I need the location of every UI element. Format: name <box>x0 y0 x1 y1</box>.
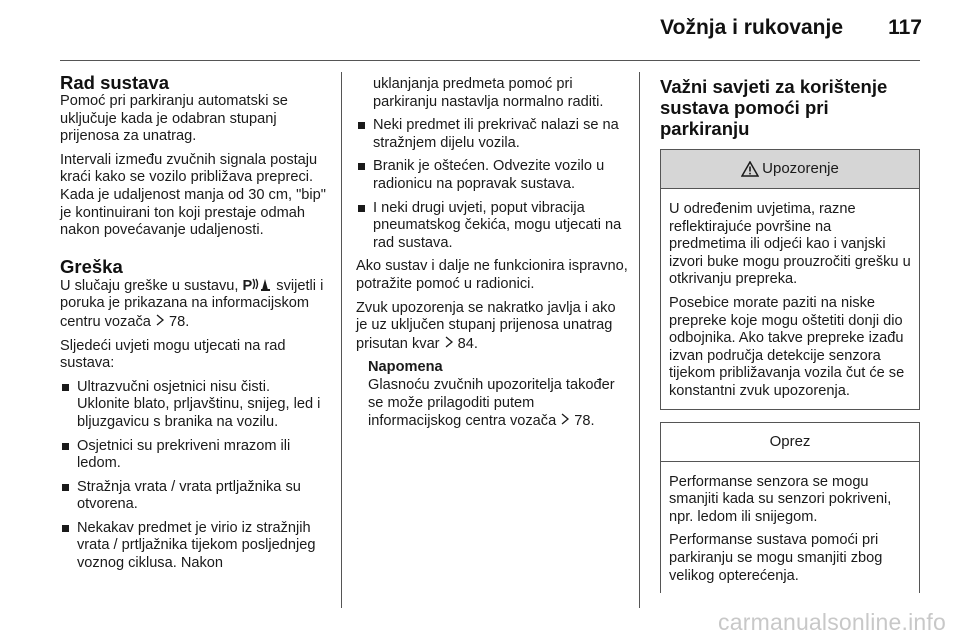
column-divider-1 <box>341 72 342 608</box>
warning-title: Upozorenje <box>762 160 839 178</box>
list-item: Neki predmet ili prekrivač nalazi se na stražnjem dijelu vozila. <box>356 117 628 152</box>
page-number: 117 <box>888 16 922 39</box>
triangle-reference-icon <box>155 313 165 327</box>
conditions-list-continued <box>356 117 628 252</box>
column-3 <box>660 76 920 593</box>
page-header-title: Vožnja i rukovanje <box>660 16 843 39</box>
page-reference[interactable]: 78. <box>574 413 595 430</box>
page-reference[interactable]: 78. <box>168 313 190 330</box>
page-header <box>0 0 960 58</box>
bullet-icon <box>62 384 69 391</box>
caution-box-header <box>661 423 919 462</box>
list-item-continuation: uklanjanja predmeta pomoć pri parkiranju nastavlja normalno raditi. <box>373 76 604 110</box>
paragraph-warning-sound: Zvuk upozorenja se nakratko javlja i ako je uz uključen stupanj prijenosa unatrag prisutan kvar 84. <box>356 299 616 352</box>
section-title-vazni-savjeti: Važni savjeti za korištenje sustava pomoći pri parkiranju <box>660 76 888 139</box>
note-text: Glasnoću zvučnih upozoritelja također se može prilagoditi putem informacijskog centra vozača 78. <box>368 376 615 430</box>
caution-title: Oprez <box>769 432 811 450</box>
caution-paragraph: Performanse senzora se mogu smanjiti kada su senzori pokriveni, npr. ledom ili snijegom. <box>669 473 892 525</box>
warning-paragraph: U određenim uvjetima, razne reflektirajuće površine na predmetima ili odjeći kao i vanjski izvori buke mogu prouzročiti grešku u otkrivanju prepreka. <box>669 201 911 288</box>
bullet-icon <box>62 443 69 450</box>
caution-box-body <box>661 462 919 594</box>
caution-box <box>660 422 920 594</box>
bullet-icon <box>358 163 365 170</box>
conditions-list <box>60 379 326 573</box>
list-item: I neki drugi uvjeti, poput vibracija pneumatskog čekića, mogu utjecati na rad sustava. <box>356 200 628 253</box>
park-assist-symbol: P <box>242 277 253 294</box>
paragraph: Intervali između zvučnih signala postaju kraći kako se vozilo približava prepreci. Kada je udaljenost manja od 30 cm, "bip" je kontinuirani ton koji prestaje odmah nakon povećavanje udaljenosti. <box>60 151 326 239</box>
caution-paragraph: Performanse sustava pomoći pri parkiranju se mogu smanjiti zbog velikog opterećenja. <box>669 532 883 584</box>
bullet-icon <box>62 525 69 532</box>
list-item: Nekakav predmet je virio iz stražnjih vrata / prtljažnika tijekom posljednjeg voznog ciklusa. Nakon <box>60 520 326 573</box>
column-divider-2 <box>639 72 640 608</box>
column-2 <box>356 76 628 437</box>
triangle-reference-icon <box>560 412 570 426</box>
header-divider <box>60 60 920 61</box>
list-item: Branik je oštećen. Odvezite vozilo u radionicu na popravak sustava. <box>356 158 628 193</box>
list-item: Osjetnici su prekriveni mrazom ili ledom. <box>60 438 326 473</box>
bullet-icon <box>358 122 365 129</box>
list-item: Stražnja vrata / vrata prtljažnika su otvorena. <box>60 479 326 514</box>
column-1 <box>60 72 326 579</box>
list-item: Ultrazvučni osjetnici nisu čisti. Uklonite blato, prljavštinu, snijeg, led i bljuzgavicu s branika na vozilu. <box>60 379 326 432</box>
section-title-greska: Greška <box>60 255 123 277</box>
warning-box <box>660 149 920 410</box>
paragraph: Ako sustav i dalje ne funkcionira ispravno, potražite pomoć u radionici. <box>356 258 628 292</box>
note-title: Napomena <box>368 359 443 376</box>
watermark: carmanualsonline.info <box>718 609 946 635</box>
paragraph: Pomoć pri parkiranju automatski se uključuje kada je odabran stupanj prijenosa za unatrag. <box>60 93 288 145</box>
park-assist-symbol-icon <box>252 277 272 291</box>
warning-box-body <box>661 189 919 409</box>
page-reference[interactable]: 84. <box>457 335 478 352</box>
warning-box-header <box>661 150 919 189</box>
bullet-icon <box>358 205 365 212</box>
warning-triangle-icon <box>741 161 759 177</box>
bullet-icon <box>62 484 69 491</box>
note-block <box>356 359 628 430</box>
paragraph: Sljedeći uvjeti mogu utjecati na rad sustava: <box>60 337 286 372</box>
section-title-rad-sustava: Rad sustava <box>60 72 169 93</box>
paragraph-fault-indicator: U slučaju greške u sustavu, P svijetli i poruka je prikazana na informacijskom centru vozača 78. <box>60 277 324 330</box>
warning-paragraph: Posebice morate paziti na niske prepreke koje mogu oštetiti donji dio odbojnika. Ako takve prepreke izađu izvan područja detekcije senzora tijekom približavanja vozila čut će se konstantni zvuk upozorenja. <box>669 294 905 399</box>
triangle-reference-icon <box>444 335 454 349</box>
